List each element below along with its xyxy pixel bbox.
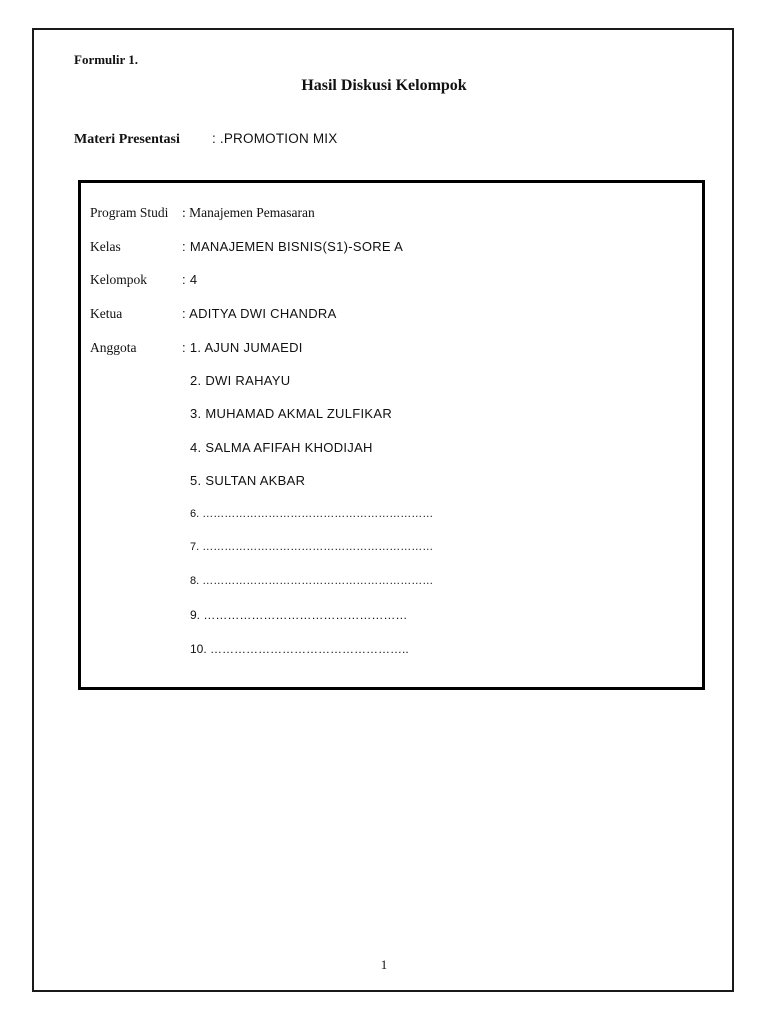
materi-row	[74, 131, 337, 148]
kelompok-value: : 4	[182, 272, 198, 287]
member-item: 4. SALMA AFIFAH KHODIJAH	[190, 440, 373, 455]
anggota-label: Anggota	[90, 340, 137, 355]
ketua-label: Ketua	[90, 306, 123, 321]
kelompok-row	[90, 272, 197, 288]
page-number: 1	[380, 957, 388, 972]
anggota-first-member: : 1. AJUN JUMAEDI	[182, 340, 303, 355]
anggota-row	[90, 340, 303, 356]
kelas-label: Kelas	[90, 239, 121, 254]
document-title: Hasil Diskusi Kelompok	[301, 77, 467, 94]
form-label: Formulir 1.	[74, 52, 139, 67]
member-item-blank: 9. ……………………………………………	[190, 608, 408, 622]
member-item: 3. MUHAMAD AKMAL ZULFIKAR	[190, 406, 393, 421]
materi-value: : .PROMOTION MIX	[212, 131, 338, 146]
ketua-value: : ADITYA DWI CHANDRA	[182, 306, 337, 321]
member-item-blank: 10. …………………………………………..	[190, 642, 409, 656]
member-item-blank: 6. ………………………………………………………	[190, 508, 434, 520]
member-item: 5. SULTAN AKBAR	[190, 473, 306, 488]
ketua-row	[90, 306, 337, 322]
materi-label: Materi Presentasi	[74, 132, 180, 147]
program-studi-label: Program Studi	[90, 205, 169, 220]
program-studi-value: : Manajemen Pemasaran	[182, 205, 315, 220]
program-studi-row	[90, 205, 315, 221]
member-item: 2. DWI RAHAYU	[190, 373, 291, 388]
kelas-value: : MANAJEMEN BISNIS(S1)-SORE A	[182, 239, 404, 254]
kelompok-label: Kelompok	[90, 272, 147, 287]
member-item-blank: 8. ………………………………………………………	[190, 575, 434, 587]
kelas-row	[90, 239, 403, 255]
member-item-blank: 7. ………………………………………………………	[190, 541, 434, 553]
